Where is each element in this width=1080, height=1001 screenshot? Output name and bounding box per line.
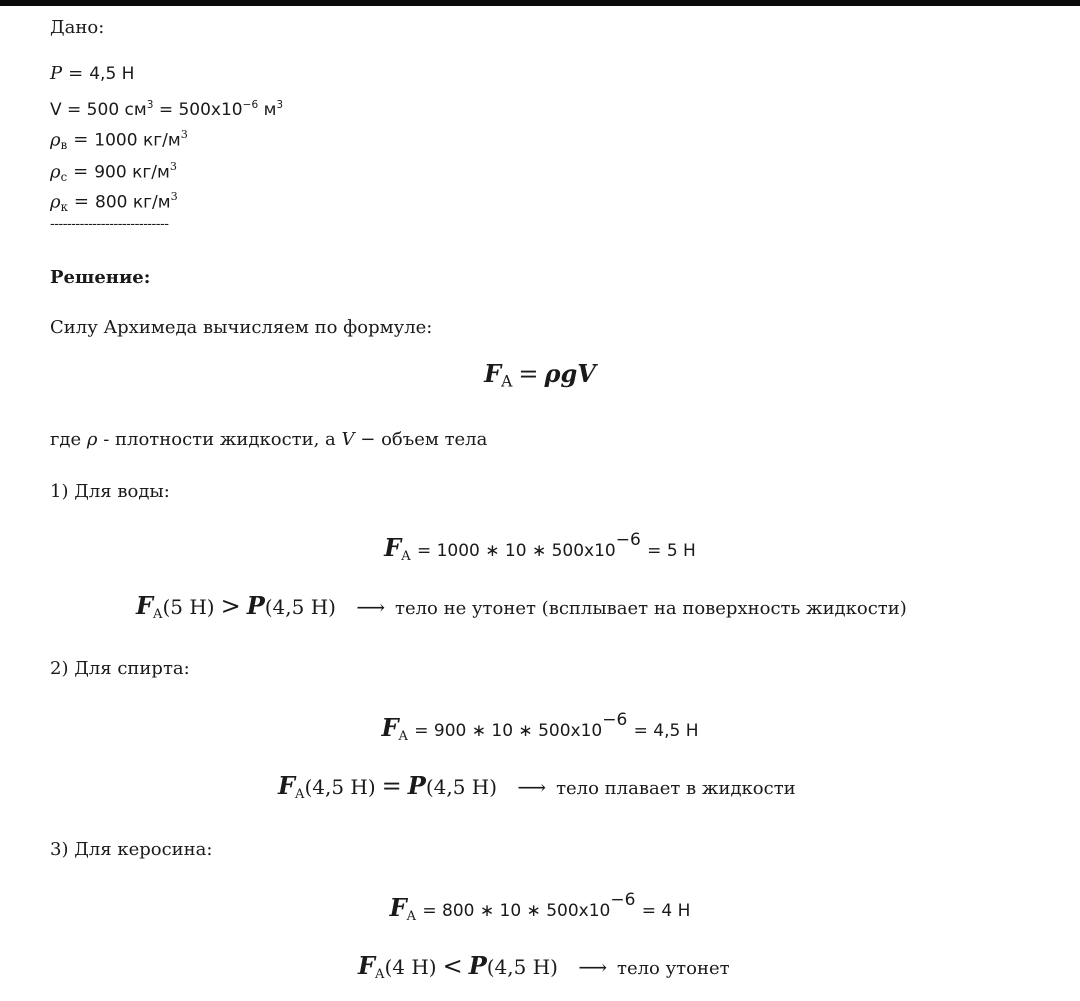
water-label: 1) Для воды: bbox=[50, 481, 170, 502]
given-label: Дано: bbox=[50, 17, 105, 38]
solution-heading: Решение: bbox=[50, 267, 151, 288]
water-comparison: $F_A(5$ Н) > P(4,5 Н) ⟶ тело не утонет (всплывает на поверхность жидкости) bbox=[136, 591, 907, 622]
kerosene-calc: $F_A = 800$ ∗ 10 ∗ $500x10^{-6} = 4$ Н bbox=[389, 890, 691, 924]
alcohol-label: 2) Для спирта: bbox=[50, 658, 190, 679]
alcohol-comparison: $F_A(4,5$ Н) = P(4,5 Н) ⟶ тело плавает в жидкости bbox=[278, 771, 796, 802]
given-density-water: $\rho_в = 1000$ $кг/м^3$ bbox=[50, 128, 188, 152]
arrow-icon: ⟶ bbox=[578, 955, 607, 979]
divider: ---------------------------- bbox=[50, 216, 169, 232]
arrow-icon: ⟶ bbox=[356, 595, 385, 619]
top-border bbox=[0, 0, 1080, 6]
given-density-alcohol: $\rho_с = 900$ $кг/м^3$ bbox=[50, 160, 177, 184]
alcohol-calc: $F_A = 900$ ∗ 10 ∗ $500x10^{-6} = 4,5$ Н bbox=[381, 710, 699, 744]
solution-intro: Силу Архимеда вычисляем по формуле: bbox=[50, 317, 433, 338]
kerosene-label: 3) Для керосина: bbox=[50, 839, 213, 860]
kerosene-comparison: $F_A(4$ Н) < P(4,5 Н) ⟶ тело утонет bbox=[358, 951, 730, 982]
where-text: где ρ - плотности жидкости, а V − объем тела bbox=[50, 429, 488, 450]
given-weight: P = 4,5 Н bbox=[50, 63, 135, 84]
arrow-icon: ⟶ bbox=[517, 775, 547, 799]
archimedes-formula: $F_A = \rho gV$ bbox=[484, 359, 596, 391]
given-density-kerosene: $\rho_к = 800$ $кг/м^3$ bbox=[50, 190, 178, 214]
water-calc: $F_A = 1000$ ∗ 10 ∗ $500x10^{-6} = 5$ Н bbox=[384, 530, 696, 564]
given-volume: V = 500 $см^3 = 500x10^{-6}$ $м^3$ bbox=[50, 99, 284, 120]
